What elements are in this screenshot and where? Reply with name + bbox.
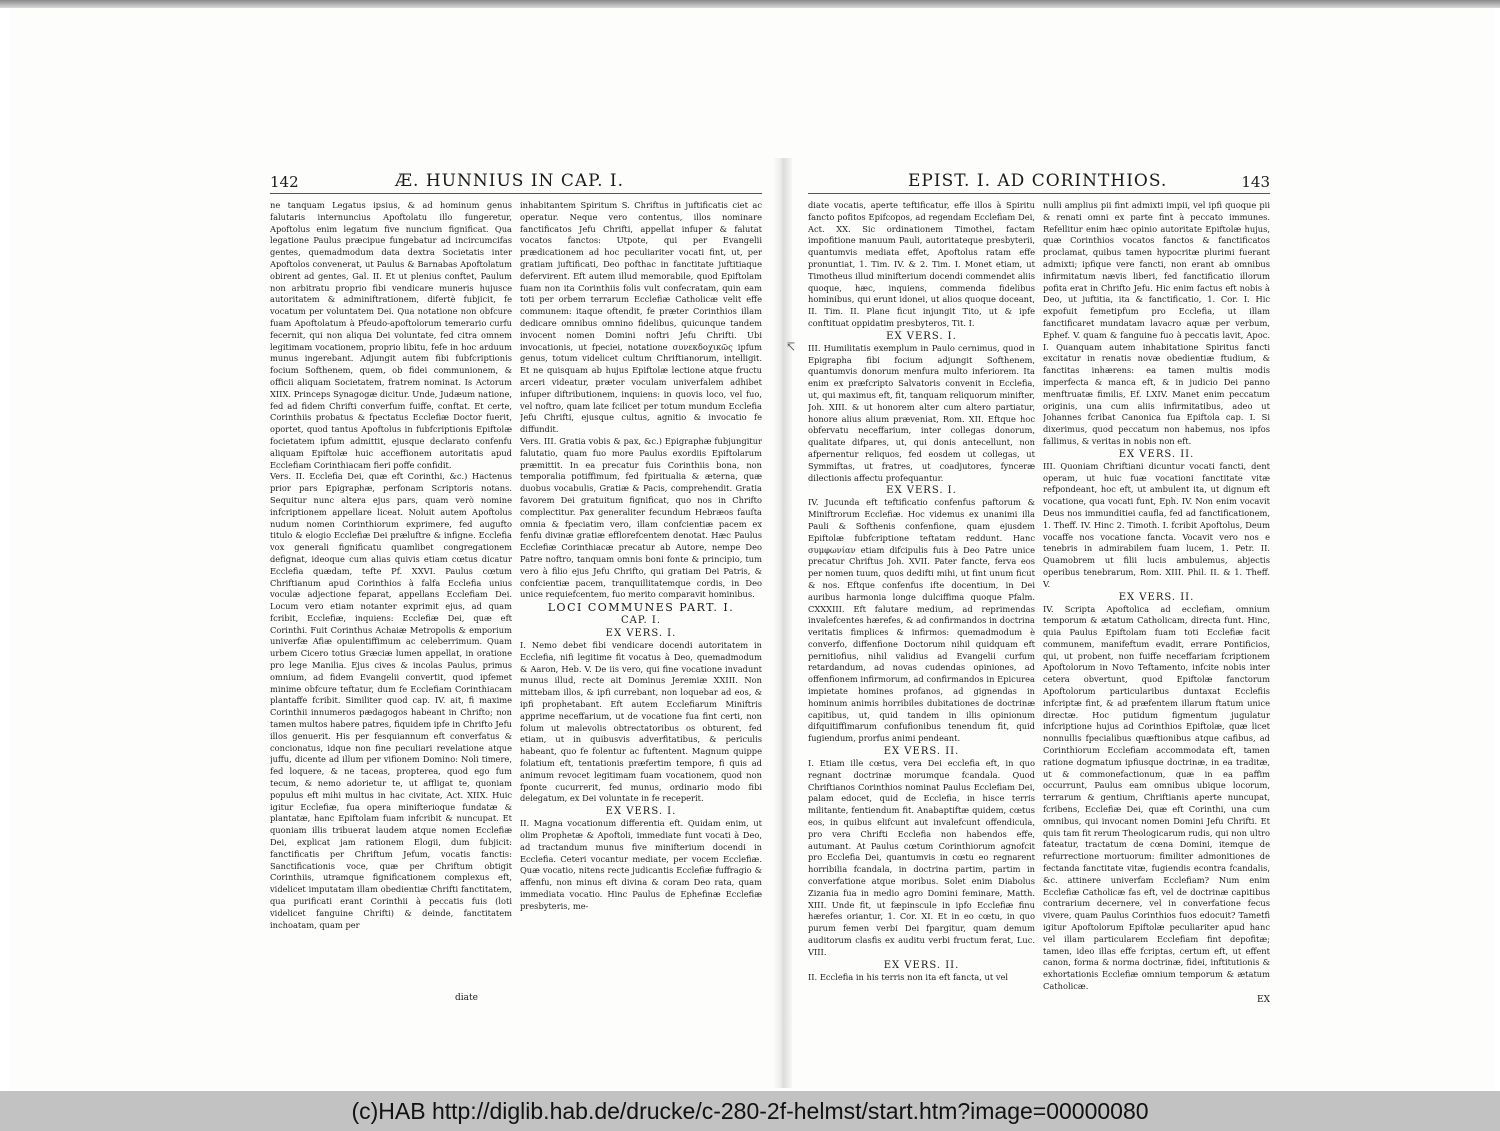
right-page-header [808,165,1270,194]
left-page-column-1 [270,200,512,1000]
paragraph: III. Quoniam Chriftiani dicuntur vocati fancti, dent operam, ut huic fuæ vocationi fanctitate vitæ refpondeant, hoc eft, ut ambulent ita, ut dignum eft vocatione, qua vocati funt, Eph. IV. Non enim vocavit Deus nos immunditiei caufla, fed ad fanctificationem, 1. Theff. IV. Hinc 2. Timoth. I. fcribit Apoftolus, Deum vocaffe nos vocatione fancta. Vocavit vero nos e tenebris in admirabilem fuam lucem, 1. Petr. II. Quamobrem ut filii lucis ambulemus, abjectis operibus tenebrarum, Rom. XIII. Phil. II. & 1. Theff. V. [1043,460,1270,589]
verse-heading: EX VERS. I. [605,628,677,640]
paragraph: I. Etiam ille cœtus, vera Dei ecclefia eft, in quo regnant doctrinæ morumque fcandala. Quod Chriftianos Corinthios nominat Paulus Ecclefiam Dei, palam edocet, quid de Ecclefia, in hisce terris militante, fentiendum fit. Anabaptiftæ quidem, cœtus eos, in quibus elifcunt aut invalefcunt offendicula, pro vera Chrifti Ecclefia non habendos effe, autumant. At Paulus cœtum Corinthiorum agnofcit pro Ecclefia Dei, quantumvis in cœtu eo regnarent horribilia fcandala, in doctrina partim, partim in converfatione atque moribus. Solet enim Diabolus Zizania fua in medio agro Domini feminare, Matth. XIII. Unde fit, ut fæpinscule in ipfo Ecclefiæ finu hærefes oriantur, 1. Cor. XI. Et in eo cœtu, in quo purum femen verbi Dei fpargitur, quam demum auditorum clasfis ex auditu verbi fructum ferat, Luc. VIII. [808,758,1035,957]
margin-mark: ↸ [786,340,797,354]
scan-top-edge [0,0,1500,8]
verse-heading: EX VERS. II. [883,746,960,758]
paragraph: II. Magna vocationum differentia eft. Quidam enim, ut olim Prophetæ & Apoftoli, immediate funt vocati à Deo, ad tractandum munus five minifterium docendi in Ecclefia. Ceteri vocantur mediate, per vocem Ecclefiæ. Quæ vocatio, nitens recte judicantis Ecclefiæ fuffragio & affenfu, non minus eft divina & coram Deo rata, quam immediata vocatio. Hinc Paulus de Ephefinæ Ecclefiæ presbyteris, me- [520,818,762,911]
verse-heading: EX VERS. II. [1118,448,1195,460]
verse-heading: EX VERS. I. [605,806,677,818]
right-page [808,165,1270,1045]
left-page [270,165,762,1045]
paragraph: II. Ecclefia in his terris non ita eft fancta, ut vel [808,971,1009,982]
catchword: diate [455,993,478,1003]
paragraph: IV. Jucunda eft teftificatio confenfus paftorum & Miniftrorum Ecclefiæ. Hoc videmus ex unanimi illa Pauli & Softhenis confenfione, quam ejusdem Epiftolæ fubfcriptione teftatam reddunt. Hanc συμφωνίαν etiam difcipulis fuis à Deo Patre unice precatur Chriftus Joh. XVII. Pater fancte, ferva eos per nomen tuum, quos dedifti mihi, ut fint unum ficut & nos. Eftque confenfus ifte docentium, in Dei auribus harmonia longe dulciffima quoque Pfalm. CXXXIII. Eft falutare medium, ad reprimendas invalefcentes hærefes, & ad confirmandos in doctrina veritatis fimplices & infirmos: quemadmodum è converfo, diffenfione Doctorum nihil quidquam eft pernitiofius, nihil validius ad Evangelii curfum retardandum, ad novas cudendas opiniones, ad offenfionem infirmorum, ad confirmandos in Epicurea impietate homines profanos, ad gignendas in hominum animis horribiles dubitationes de doctrinæ capitibus, ut, quid tandem in illis opinionum difquitiffimarum confufionibus tenendum fit, quid fugiendum, prorfus animi pendeant. [808,497,1035,744]
paragraph: inhabitantem Spiritum S. Chriftus in juftificatis ciet ac operatur. Neque vero contentus, illos nominare fanctificatos Jefu Chrifti, appellat infuper & falutat vocatos fanctos: Utpote, qui per Evangelii prædicationem ad hoc peculiariter vocati fint, ut, per gratiam juftificati, Deo pofthac in fanctitate juftitiaque defervirent. Eft autem illud memorabile, quod Epiftolam fuam non ita Corinthiis folis vult confecratam, quin eam toti per orbem terrarum Ecclefiæ Catholicæ velit effe communem: itaque oftendit, fe præter Corinthios illam dedicare omnibus omnino fidelibus, quicunque tandem invocent nomen Domini noftri Jefu Chrifti. Ubi invocationis, ut fpeciei, notatione συνεκδοχικῶς ipfum genus, totum videlicet cultum Chriftianorum, intelligit. Et ne quisquam ab hujus Epiftolæ lectione atque fructu arceri videatur, præter voculam univerfalem adhibet infuper diftributionem, inquiens: in quovis loco, vel fuo, vel noftro, quam late fcilicet per totum mundum Ecclefia Jefu Chrifti, ejusque cultus, agnitio & invocatio fe diffundit. [520,200,762,435]
left-page-header [270,165,762,194]
paragraph: Vers. II. Ecclefia Dei, quæ eft Corinthi, &c.) Hactenus prior pars Epigraphæ, perfonam Scriptoris notans. Sequitur nunc altera ejus pars, quam verò nomine infcriptionem appellare liceat. Noluit autem Apoftolus nudum nomen Corinthiorum exprimere, fed augufto titulo & elogio Ecclefiæ Dei præluftre & infigne. Ecclefia vox generali fignificatu quamlibet congregationem defignat, ideoque cum alias quivis etiam cœtus dicatur Ecclefia quædam, tefte Pf. XXVI. Paulus cœtum Chriftianum apud Corinthios à falfa Ecclefia unius voculæ adjectione feparat, appellans Ecclefiam Dei. Locum vero etiam notanter exprimit ejus, ad quam fcribit, Ecclefiæ, inquiens: Ecclefiæ Dei, quæ eft Corinthi. Fuit Corinthus Achaiæ Metropolis & emporium univerfæ Afiæ opulentiffimum ac celeberrimum. Quam urbem Cicero totius Græciæ lumen appellat, in oratione pro lege Manilia. Ejus cives & incolas Paulus, primus omnium, ad fidem Evangelii convertit, quod ipfemet minime obfcure teftatur, dum fe Ecclefiam Corinthiacam plantaffe fcribit. Similiter quod cap. IV. ait, fi maxime Corinthii innumeros pædagogos habeant in Chrifto; non tamen multos habere patres, fiquidem ipfe in Chrifto Jefu illos genuerit. His per fesquiannum eft converfatus & concionatus, idque non fine peculiari revelatione atque juffu, dicente ad illum per vifionem Domino: Noli timere, fed loquere, & ne taceas, propterea, quod ego fum tecum, & nemo adorietur te, ut affligat te, quoniam populus eft mihi multus in hac civitate, Act. XIIX. Huic igitur Ecclefiæ, fua opera minifterioque fundatæ & plantatæ, hanc Epiftolam fuam infcribit & nuncupat. Et quoniam illis tribuerat laudem atque nomen Ecclefiæ Dei, explicat jam rationem Elogii, dum fubjicit: fanctificatis per Chriftum Jefum, vocatis fanctis: Sanctificationis voce, quæ per Chriftum obtigit Corinthiis, utramque fignificationem complexus eft, videlicet imputatam illam obedientiæ Chrifti fanctitatem, qua purificati erant Corinthii à peccatis fuis (loti videlicet fanguine Chrifti) & deinde, fanctitatem inchoatam, quam per [270,471,512,930]
running-title: EPIST. I. AD CORINTHIOS. [908,171,1168,191]
copyright-footer [0,1091,1500,1131]
footer-credit: (c)HAB http://diglib.hab.de/drucke/c-280-2f-helmst/start.htm?image=00000080 [351,1097,1149,1124]
book-gutter [772,158,792,1088]
paragraph: Vers. III. Gratia vobis & pax, &c.) Epigraphæ fubjungitur falutatio, quam fuo more Paulus exordiis Epiftolarum præmittit. In ea precatur fuis Corinthiis bona, non temporalia potiffimum, fed fpiritualia & æterna, quæ duobus vocabulis, Gratiæ & Pacis, comprehendit. Gratia favorem Dei gratuitum fignificat, quo nos in Chrifto complectitur. Pax generaliter fecundum Hebræos fauſta omnia & fpeciatim vero, illam confcientiæ pacem ex fenfu divinæ gratiæ efflorefcentem denotat. Hæc Paulus Ecclefiæ Corinthiacæ precatur ab Autore, nempe Deo Patre noftro, tanquam omnis boni fonte & principio, tum vero à filio ejus Jefu Chrifto, qui gratiam Dei Patris, & confcientiæ pacem, tranquillitatemque cordis, in Deo unice requiefcentem, fuo merito comparavit hominibus. [520,435,762,600]
paragraph: IV. Scripta Apoftolica ad ecclefiam, omnium temporum & ætatum Catholicam, directa funt. Hinc, quia Paulus Epiftolam fuam toti Ecclefiæ facit communem, manifeftum evadit, errare Pontificios, qui, ut probent, non fuiffe neceffariam fcriptionem Apoftolorum in Novo Teftamento, infcite nobis inter cetera obvertunt, quod Epiftolæ fanctorum Apoftolorum particularibus duntaxat Ecclefiis infcriptæ fint, & ad præfentem illarum ftatum unice directæ. Hoc putidum figmentum jugulatur infcriptione hujus ad Corinthios Epiftolæ, quæ licet nonnullis fpecialibus quæftionibus atque cafibus, ad Corinthiorum Ecclefiam accommodata eft, tamen ratione dogmatum ipfiusque doctrinæ, in ea traditæ, ut & commonefactionum, quæ in ea paffim occurrunt, Paulus eam omnibus ubique locorum, terrarum & gentium, Chriftianis aperte nuncupat, fcribens, Ecclefiæ Dei, quæ eft Corinthi, una cum omnibus, qui invocant nomen Domini Jefu Chrifti. Et quis tam fit rerum Theologicarum rudis, qui non ultro fateatur, tractatum de cœna Domini, itemque de refurrectione mortuorum: fimiliter admonitiones de fectanda fanctitate vitæ, fugiendis econtra fcandalis, &c. attinere univerfam Ecclefiam? Num enim Ecclefiæ Catholicæ fas eft, vel de doctrinæ capitibus contrarium decernere, vel in converfatione fecus vivere, quam Paulus Corinthios fuos edocuit? Tametfi igitur Apoftolorum Epiftolæ peculiariter apud hanc vel illam particularem Ecclefiam fint depofitæ; tamen, ideo illas effe fcriptas, certum eft, ut effent canon, forma & norma doctrinæ, fidei, inftitutionis & exhortationis Ecclefiæ omnium temporum & ætatum Catholicæ. [1043,603,1270,991]
running-title: Æ. HUNNIUS IN CAP. I. [395,171,625,191]
paragraph: nulli amplius pii fint admixti impii, vel ipfi quoque pii & renati omni ex parte fint à peccato immunes. Refellitur enim hæc opinio autoritate Epiftolæ hujus, quæ Corinthios vocatos fanctos & fanctificatos proclamat, quibus tamen hypocritæ plurimi fuerant admixti; ipfique vere fancti, non erant ab omnibus infirmitatum nævis liberi, fed fanctificatio illorum pofita erat in Chrifto Jefu. Hic enim factus eft nobis à Deo, ut juftitia, ita & fanctificatio, 1. Cor. I. Hic expofuit femetipfum pro Ecclefia, ut illam fanctificaret mundatam lavacro aquæ per verbum, Ephef. V. quam & fanguine fuo à peccatis lavit, Apoc. I. Quanquam autem inhabitatione Spiritus fancti excitatur in renatis novæ obedientiæ ftudium, & fanctitas inhærens: ea tamen multis modis imperfecta & manca eft, & in judicio Dei panno menftruatæ fimilis, Ef. LXIV. Manet enim peccatum originis, una cum aliis infirmitatibus, adeo ut Johannes fcribat Canonica fua Epiftola cap. I. Si dixerimus, quod peccatum non habemus, nos ipfos fallimus, & veritas in nobis non eft. [1043,200,1270,446]
verse-heading: EX VERS. I. [886,330,957,342]
paragraph: ne tanquam Legatus ipsius, & ad hominum genus falutaris internuncius Apoftolatu illo fungeretur, Apoftolus enim legatum five nuncium fignificat. Qua legatione Paulus præcipue fungebatur ad incircumcifas gentes, quemadmodum data dextra Societatis inter Apoftolos convenerat, ut Paulus & Barnabas Apoftolatum obirent ad gentes, Gal. II. Et ut plenius conftet, Paulum non arbitratu proprio fibi vendicare muneris hujusce autoritatem & adminiftrationem, difertè fubjicit, fe vocatum per voluntatem Dei. Qua notatione non obfcure fuam Apoftolatum à Pfeudo-apoftolorum temerario curfu fecernit, qui non aliqua Dei voluntate, fed citra omnem legitimam vocationem, proprio libitu, fefe in hoc arduum munus ingerebant. Adjungit autem fibi fubfcriptionis focium Softhenem, quem, ob fidei communionem, & officii aliquam Societatem, fratrem nominat. Is Actorum XIIX. Princeps Synagogæ dicitur. Unde, Judæum natione, fed ad fidem Chrifti converfum fuiffe, conftat. Et certe, Corinthiis probatus & fpectatus Ecclefiæ Doctor fuerit, oportet, quod tantus Apoftolus in fubfcriptionis Epiftolæ focietatem ipfum admittit, ejusque declarato confenfu aliquam Epiftolæ huic acceffionem autoritatis apud Ecclefiam Corinthiacam fieri poffe confidit. [270,200,512,470]
chapter-heading: CAP. I. [620,615,662,627]
paragraph: I. Nemo debet fibi vendicare docendi autoritatem in Ecclefia, nifi legitime fit vocatus à Deo, quemadmodum & Aaron, Heb. V. De iis vero, qui fine vocatione invadunt munus illud, recte ait Dominus Jeremiæ XXIII. Non mittebam illos, & ipfi currebant, non loquebar ad eos, & ipfi prophetabant. Eft autem Ecclefiarum Miniftris apprime neceffarium, ut de vocatione fua fint certi, non folum ut malevolis obtrectatoribus os obturent, fed etiam, ut in quibusvis adverfitatibus, & periculis habeant, quo fe folentur ac fuftentent. Magnum quippe folatium eft, tentationis præfertim tempore, fi quis ad animum revocet legitimam fuam vocationem, quod non fponte cucurrerit, fed munus, ordinario modo fibi delegatum, ex Dei voluntate in fe receperit. [520,640,762,804]
paragraph: III. Humilitatis exemplum in Paulo cernimus, quod in Epigrapha fibi focium adjungit Softhenem, quantumvis donorum menfura multo inferiorem. Ita enim ex præfcripto Salvatoris convenit in Ecclefia, ut, qui maximus eft, fit, tanquam reliquorum minifter, Joh. XIII. & ut honorem alter cum altero partiatur, honore alius alium præveniat, Rom. XII. Eftque hoc obfervatu neceffarium, inter collegas donorum, qualitate difpares, ut, qui donis antecellunt, non afpernentur reliquos, fed eosdem ut collegas, ut Symmiftas, ut fratres, ut coadjutores, fynceræ dilectionis affectu profequantur. [808,342,1035,483]
catchword: EX [1257,994,1270,1005]
verse-heading: EX VERS. II. [883,959,960,971]
paragraph: diate vocatis, aperte teftificatur, effe illos à Spiritu fancto pofitos Epifcopos, ad regendam Ecclefiam Dei, Act. XX. Sic ordinationem Timothei, factam impofitione manuum Pauli, autoritateque presbyterii, quantumvis mediata effet, Apoftolus ratam effe pronuntiat, 1. Tim. IV. & 2. Tim. I. Monet etiam, ut Timotheus illud minifterium docendi commendet aliis quoque, hæc, inquiens, commenda fidelibus hominibus, qui erunt idonei, ut alios quoque doceant, II. Tim. II. Plane ficut injungit Tito, ut & ipfe conftituat oppidatim presbyteros, Tit. I. [808,200,1035,328]
page-number: 142 [270,173,299,191]
right-page-column-1 [808,200,1035,1006]
verse-heading: EX VERS. II. [1118,591,1195,603]
left-page-column-2 [520,200,762,1000]
verse-heading: EX VERS. I. [886,485,957,497]
page-number: 143 [1241,173,1270,191]
right-page-column-2 [1043,200,1270,1006]
section-heading: LOCI COMMUNES PART. I. [547,601,735,615]
